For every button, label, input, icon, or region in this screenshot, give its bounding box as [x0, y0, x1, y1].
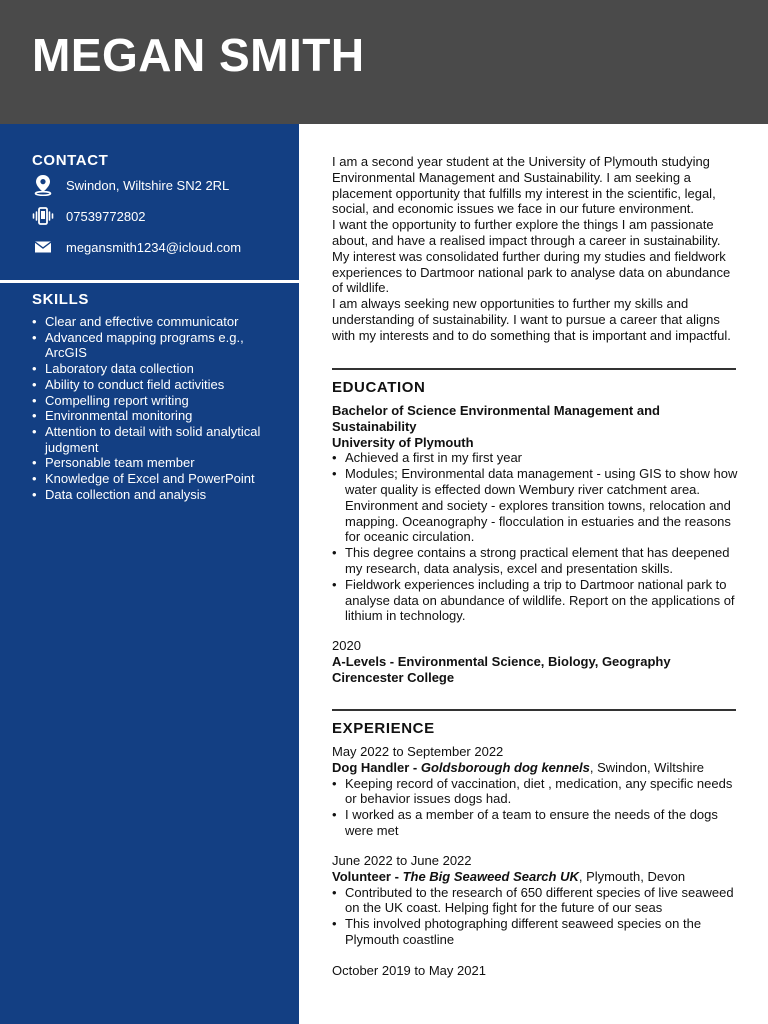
job-role: Dog Handler: [332, 759, 410, 775]
skill-item: • Ability to conduct field activities: [32, 377, 272, 393]
job-heading: [332, 869, 738, 885]
job-organization: The Big Seaweed Search UK: [402, 868, 579, 884]
job-bullet: • This involved photographing different seaweed species on the Plymouth coastline: [332, 916, 738, 948]
job-entry: [332, 853, 738, 948]
job-dates: May 2022 to September 2022: [332, 744, 504, 759]
contact-email: [32, 236, 241, 258]
sidebar-divider: [0, 280, 299, 283]
job-organization: Goldsborough dog kennels: [420, 759, 590, 775]
degree-bullet: • Achieved a first in my first year: [332, 450, 738, 466]
skills-heading: SKILLS: [32, 291, 89, 308]
skill-item: • Personable team member: [32, 455, 272, 471]
section-divider: [332, 709, 736, 711]
contact-location: [32, 174, 229, 196]
skill-item: • Laboratory data collection: [32, 361, 272, 377]
job-location: , Swindon, Wiltshire: [589, 759, 705, 775]
summary-paragraph: I want the opportunity to further explore the things I am passionate about, and have a realised impact through a career in sustainability. My interest was consolidated further during my studies and fieldwork experiences to Dartmoor national park to analyse data on abundance of wildlife.: [332, 217, 731, 296]
job-dates: June 2022 to June 2022: [332, 853, 472, 868]
job-separator: -: [409, 759, 421, 775]
job-dates: October 2019 to May 2021: [332, 963, 486, 978]
job-entry: [332, 963, 738, 979]
job-bullets: [332, 885, 738, 948]
alevel-title: A-Levels - Environmental Science, Biology, Geography: [332, 653, 671, 669]
skill-item: • Compelling report writing: [32, 393, 272, 409]
skill-item: • Environmental monitoring: [32, 408, 272, 424]
experience-heading: EXPERIENCE: [332, 720, 435, 737]
summary-paragraph: I am a second year student at the University of Plymouth studying Environmental Management and Sustainability. I am seeking a placement opportunity that fulfills my interest in the scientific, legal, social, and economic issues we face in our future environment.: [332, 154, 716, 217]
job-heading: [332, 760, 738, 776]
contact-heading: CONTACT: [32, 152, 109, 169]
job-bullet: • Keeping record of vaccination, diet , medication, any specific needs or behavior issues dogs had.: [332, 776, 738, 808]
phone-text: 07539772802: [66, 208, 146, 224]
profile-summary: [332, 154, 738, 344]
alevel-school: Cirencester College: [332, 669, 455, 685]
job-location: , Plymouth, Devon: [578, 868, 686, 884]
candidate-name: MEGAN SMITH: [32, 29, 365, 81]
education-degree-block: [332, 403, 738, 624]
summary-paragraph: I am always seeking new opportunities to further my skills and understanding of sustainability. I want to pursue a career that aligns with my interests and to do something that is important and impactful.: [332, 296, 731, 343]
education-heading: EDUCATION: [332, 379, 426, 396]
skill-item: • Knowledge of Excel and PowerPoint: [32, 471, 272, 487]
phone-vibrate-icon: [32, 205, 54, 227]
degree-bullet: • This degree contains a strong practical element that has deepened my research, data analysis, excel and presentation skills.: [332, 545, 738, 577]
job-entry: [332, 744, 738, 839]
degree-school: University of Plymouth: [332, 434, 474, 450]
job-bullet: • I worked as a member of a team to ensure the needs of the dogs were met: [332, 807, 738, 839]
job-bullet: • Contributed to the research of 650 different species of live seaweed on the UK coast. Helping fight for the future of our seas: [332, 885, 738, 917]
skill-item: • Attention to detail with solid analytical judgment: [32, 424, 272, 455]
sidebar: [0, 124, 299, 1024]
education-alevel-block: [332, 638, 738, 685]
skill-item: • Data collection and analysis: [32, 487, 272, 503]
job-separator: -: [391, 868, 403, 884]
job-bullets: [332, 776, 738, 839]
alevel-year: 2020: [332, 638, 361, 653]
section-divider: [332, 368, 736, 370]
skill-item: • Advanced mapping programs e.g., ArcGIS: [32, 330, 272, 361]
envelope-icon: [32, 236, 54, 258]
skills-list: [32, 314, 272, 502]
job-role: Volunteer: [332, 868, 391, 884]
contact-phone: [32, 205, 146, 227]
degree-bullet: • Fieldwork experiences including a trip to Dartmoor national park to analyse data on abundance of wildlife. Report on the applications of lithium in technology.: [332, 577, 738, 624]
skill-item: • Clear and effective communicator: [32, 314, 272, 330]
resume-header: [0, 0, 768, 124]
map-pin-icon: [32, 174, 54, 196]
email-text: megansmith1234@icloud.com: [66, 239, 242, 255]
location-text: Swindon, Wiltshire SN2 2RL: [66, 177, 230, 193]
degree-title: Bachelor of Science Environmental Management and Sustainability: [332, 403, 660, 434]
degree-bullets: [332, 450, 738, 624]
degree-bullet: • Modules; Environmental data management - using GIS to show how water quality is effected down Wembury river catchment area. Environment and society - explores transition towns, relocation and mapping. Oceanography - flocculation in estuaries and the reasons for oceanic circulation.: [332, 466, 738, 545]
